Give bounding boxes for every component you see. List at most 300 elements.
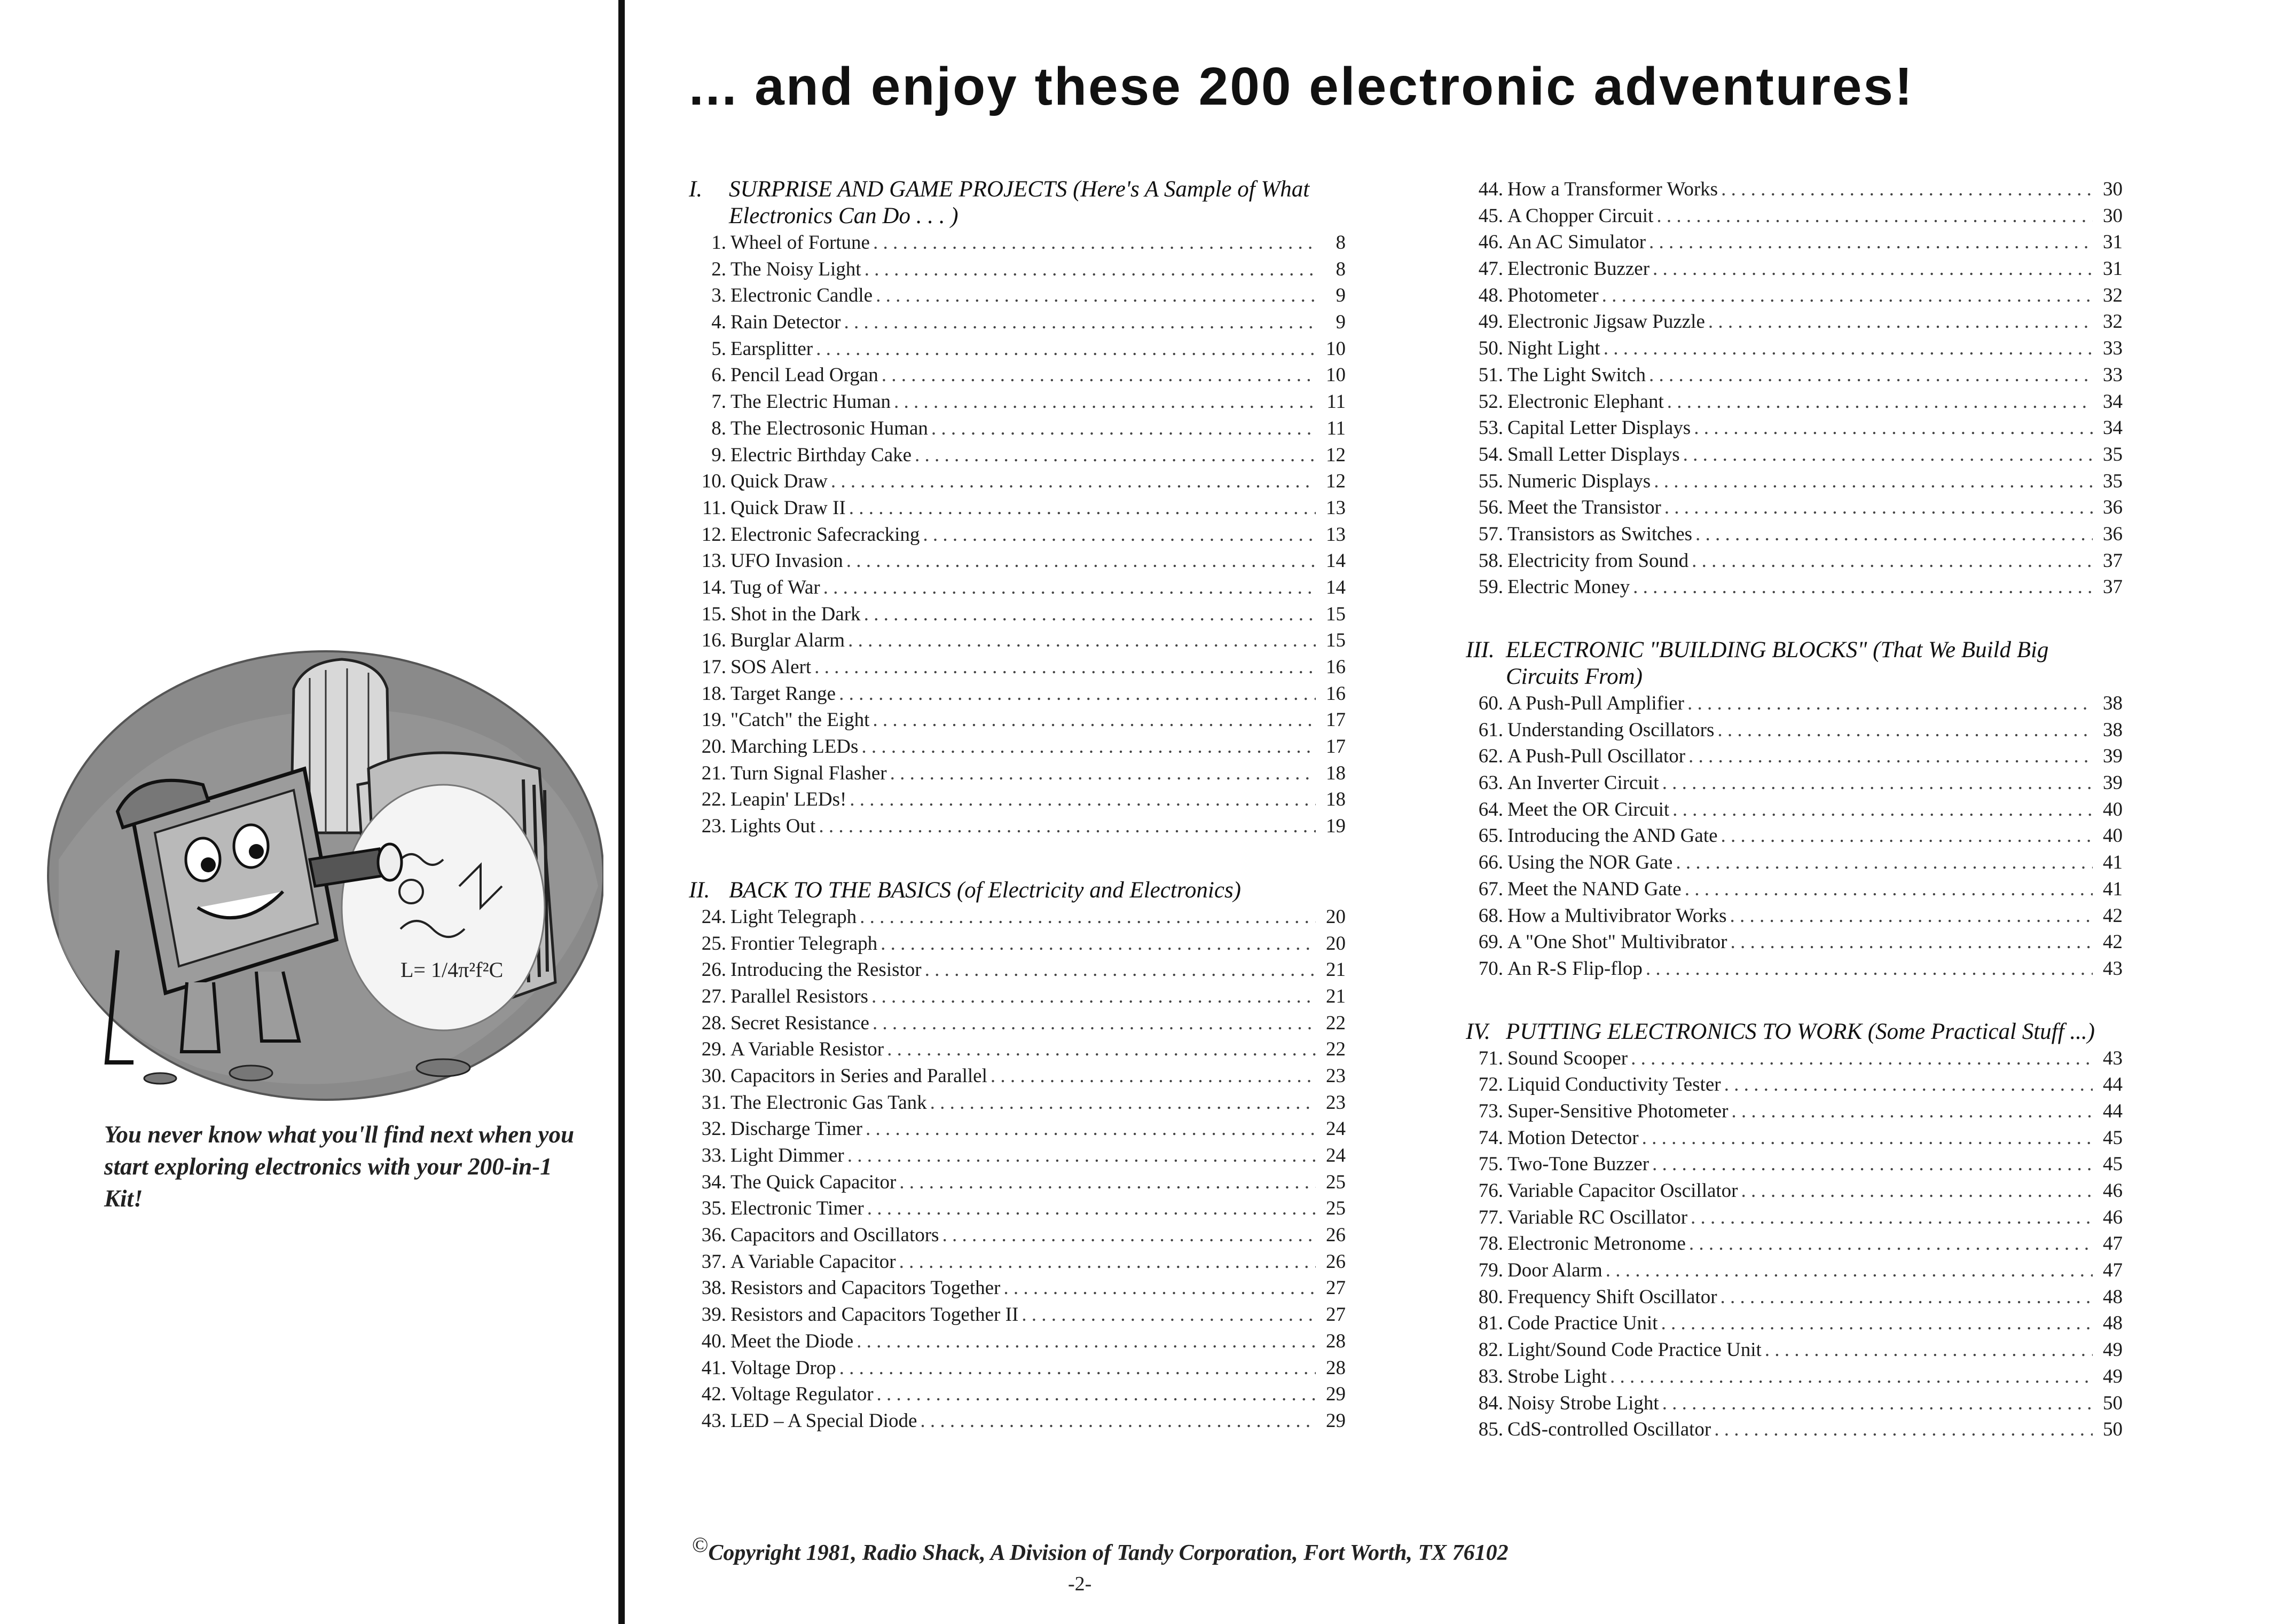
toc-entry	[689, 1249, 1346, 1275]
toc-entry	[689, 1169, 1346, 1196]
entry-title: Electronic Safecracking	[730, 523, 920, 546]
dot-leader	[1741, 1178, 2093, 1204]
toc-entry	[1466, 176, 2123, 203]
toc-entry	[1466, 389, 2123, 415]
toc-entry	[689, 1302, 1346, 1328]
dot-leader	[873, 230, 1316, 256]
dot-leader	[1692, 548, 2093, 574]
toc-entry	[689, 734, 1346, 760]
dot-leader	[942, 1222, 1316, 1249]
dot-leader	[991, 1063, 1316, 1090]
entry-page-number: 33	[2103, 337, 2123, 360]
entry-number: 40.	[701, 1330, 726, 1352]
dot-leader	[915, 442, 1316, 469]
section-title: SURPRISE AND GAME PROJECTS (Here's A Sample of What Electronics Can Do . . . )	[729, 177, 1310, 228]
dot-leader	[1730, 903, 2093, 929]
entry-number: 24.	[701, 905, 726, 928]
entry-title: Voltage Drop	[730, 1357, 836, 1379]
entry-title: Variable Capacitor Oscillator	[1507, 1180, 1738, 1202]
toc-entry	[689, 495, 1346, 522]
dot-leader	[1654, 468, 2093, 495]
toc-entry	[1466, 1257, 2123, 1284]
dot-leader	[1731, 929, 2093, 956]
entry-title: Understanding Oscillators	[1507, 719, 1715, 741]
entry-page-number: 10	[1326, 337, 1346, 360]
toc-entry	[689, 707, 1346, 734]
entry-page-number: 22	[1326, 1012, 1346, 1034]
dot-leader	[894, 389, 1316, 415]
cartoon-illustration	[27, 609, 603, 1110]
dot-leader	[1694, 415, 2093, 442]
toc-entry	[689, 601, 1346, 628]
entry-title: Electronic Timer	[730, 1197, 864, 1220]
entry-title: Meet the NAND Gate	[1507, 878, 1682, 900]
entry-page-number: 21	[1326, 985, 1346, 1007]
entry-title: Shot in the Dark	[730, 603, 861, 625]
entry-title: Electronic Elephant	[1507, 390, 1664, 413]
entry-number: 53.	[1478, 417, 1503, 439]
entry-number: 47.	[1478, 258, 1503, 280]
entry-number: 32.	[701, 1118, 726, 1140]
entry-title: Earsplitter	[730, 337, 813, 360]
entry-page-number: 23	[1326, 1065, 1346, 1087]
dot-leader	[864, 601, 1316, 628]
entry-title: How a Multivibrator Works	[1507, 904, 1727, 927]
entry-number: 33.	[701, 1145, 726, 1166]
entry-title: Pencil Lead Organ	[730, 364, 878, 387]
dot-leader	[831, 468, 1316, 495]
entry-page-number: 37	[2103, 576, 2123, 598]
entry-number: 46.	[1478, 231, 1503, 254]
toc-column-right	[1466, 176, 2123, 1443]
toc-entry	[689, 336, 1346, 362]
entry-number: 61.	[1478, 719, 1503, 741]
entry-title: Resistors and Capacitors Together	[730, 1277, 1001, 1299]
entry-number: 42.	[701, 1383, 726, 1406]
entry-title: Super-Sensitive Photometer	[1507, 1100, 1729, 1122]
entry-title: UFO Invasion	[730, 550, 843, 572]
entry-page-number: 39	[2103, 772, 2123, 794]
toc-entry	[1466, 876, 2123, 903]
entry-title: An AC Simulator	[1507, 231, 1646, 254]
entry-title: Photometer	[1507, 284, 1599, 306]
entry-number: 7.	[711, 391, 726, 413]
toc-entry	[689, 1222, 1346, 1249]
entry-title: Rain Detector	[730, 311, 841, 334]
entry-title: A Chopper Circuit	[1507, 204, 1654, 227]
dot-leader	[1662, 1390, 2093, 1417]
dot-leader	[1646, 956, 2093, 982]
dot-leader	[1653, 256, 2093, 282]
toc-entry	[1466, 1363, 2123, 1390]
toc-entry	[1466, 1231, 2123, 1257]
toc-entry	[1466, 690, 2123, 717]
entry-number: 35.	[701, 1197, 726, 1220]
entry-page-number: 11	[1326, 391, 1346, 413]
entry-page-number: 32	[2103, 311, 2123, 333]
dot-leader	[1606, 1257, 2093, 1284]
entry-number: 2.	[711, 258, 726, 280]
dot-leader	[1656, 203, 2093, 230]
toc-entry	[689, 627, 1346, 654]
dot-leader	[1721, 1284, 2093, 1311]
entry-number: 28.	[701, 1012, 726, 1034]
entry-number: 77.	[1478, 1206, 1503, 1228]
toc-entry	[1466, 797, 2123, 823]
dot-leader	[887, 1036, 1316, 1063]
dot-leader	[1724, 1071, 2093, 1098]
toc-entry	[1466, 1284, 2123, 1311]
entry-number: 76.	[1478, 1180, 1503, 1202]
entry-page-number: 17	[1326, 736, 1346, 758]
entry-number: 14.	[701, 576, 726, 598]
toc-entry	[689, 813, 1346, 840]
section-heading	[689, 176, 1346, 230]
entry-title: Marching LEDs	[730, 736, 859, 758]
entry-title: Lights Out	[730, 815, 816, 838]
entry-number: 84.	[1478, 1392, 1503, 1414]
toc-entry	[689, 415, 1346, 442]
entry-title: A Push-Pull Oscillator	[1507, 745, 1686, 768]
entry-number: 41.	[701, 1357, 726, 1379]
entry-number: 29.	[701, 1038, 726, 1061]
entry-page-number: 12	[1326, 470, 1346, 493]
entry-title: Quick Draw	[730, 470, 828, 493]
entry-page-number: 27	[1326, 1304, 1346, 1326]
dot-leader	[931, 415, 1316, 442]
entry-title: The Electronic Gas Tank	[730, 1091, 927, 1114]
entry-number: 39.	[701, 1304, 726, 1326]
entry-title: Wheel of Fortune	[730, 232, 870, 254]
dot-leader	[844, 309, 1316, 336]
entry-title: An R-S Flip-flop	[1507, 957, 1643, 980]
entry-page-number: 39	[2103, 745, 2123, 768]
entry-number: 13.	[701, 550, 726, 572]
dot-leader	[1604, 335, 2093, 362]
section-heading	[689, 877, 1346, 904]
toc-entry	[1466, 1416, 2123, 1443]
dot-leader	[1003, 1275, 1316, 1302]
entry-title: Electric Birthday Cake	[730, 444, 912, 466]
toc-entry	[689, 1142, 1346, 1169]
entry-number: 30.	[701, 1065, 726, 1087]
toc-entry	[1466, 362, 2123, 389]
entry-page-number: 11	[1326, 417, 1346, 439]
entry-number: 63.	[1478, 772, 1503, 794]
entry-page-number: 20	[1326, 905, 1346, 928]
toc-entry	[1466, 309, 2123, 335]
entry-title: A "One Shot" Multivibrator	[1507, 931, 1727, 953]
entry-number: 69.	[1478, 931, 1503, 953]
entry-page-number: 9	[1336, 285, 1346, 307]
entry-page-number: 40	[2103, 798, 2123, 821]
entry-page-number: 31	[2103, 231, 2123, 254]
entry-page-number: 17	[1326, 709, 1346, 731]
entry-page-number: 37	[2103, 549, 2123, 572]
dot-leader	[861, 734, 1316, 760]
toc-entry	[689, 957, 1346, 983]
entry-title: Capital Letter Displays	[1507, 417, 1691, 439]
entry-number: 73.	[1478, 1100, 1503, 1122]
dot-leader	[1667, 389, 2093, 415]
entry-number: 59.	[1478, 576, 1503, 598]
entry-page-number: 18	[1326, 789, 1346, 811]
entry-page-number: 46	[2103, 1206, 2123, 1228]
toc-entry	[689, 760, 1346, 787]
toc-entry	[689, 230, 1346, 256]
entry-title: Strobe Light	[1507, 1365, 1607, 1388]
dot-leader	[1689, 1231, 2093, 1257]
dot-leader	[865, 256, 1316, 283]
entry-title: Introducing the AND Gate	[1507, 825, 1718, 847]
toc-entry	[689, 1063, 1346, 1090]
entry-number: 45.	[1478, 204, 1503, 227]
entry-page-number: 20	[1326, 932, 1346, 955]
dot-leader	[867, 1195, 1316, 1222]
entry-page-number: 43	[2103, 1047, 2123, 1069]
dot-leader	[849, 495, 1316, 522]
entry-title: Electronic Jigsaw Puzzle	[1507, 311, 1705, 333]
dot-leader	[925, 957, 1316, 983]
entry-title: Target Range	[730, 682, 836, 705]
entry-number: 48.	[1478, 284, 1503, 306]
dot-leader	[1688, 743, 2093, 770]
entry-title: Electronic Metronome	[1507, 1233, 1686, 1255]
illustration-caption: You never know what you'll find next when you start exploring electronics with your 200-in-1 Kit!	[104, 1121, 575, 1212]
dot-leader	[923, 522, 1316, 548]
entry-number: 6.	[711, 364, 726, 387]
dot-leader	[1642, 1125, 2093, 1152]
entry-page-number: 44	[2103, 1100, 2123, 1122]
entry-page-number: 28	[1326, 1357, 1346, 1379]
toc-entry	[689, 904, 1346, 931]
entry-number: 72.	[1478, 1074, 1503, 1096]
entry-page-number: 33	[2103, 364, 2123, 386]
entry-page-number: 18	[1326, 762, 1346, 784]
dot-leader	[860, 904, 1316, 931]
entry-title: A Variable Capacitor	[730, 1250, 896, 1273]
toc-entry	[1466, 1151, 2123, 1178]
entry-title: The Electric Human	[730, 391, 891, 413]
entry-title: Using the NOR Gate	[1507, 852, 1673, 874]
toc-entry	[1466, 1390, 2123, 1417]
entry-page-number: 16	[1326, 656, 1346, 678]
entry-page-number: 30	[2103, 178, 2123, 200]
toc-column-left	[689, 176, 1346, 1434]
toc-entry	[689, 389, 1346, 415]
toc-entry	[1466, 1098, 2123, 1125]
dot-leader	[866, 1116, 1316, 1142]
entry-title: Quick Draw II	[730, 496, 846, 519]
entry-title: Turn Signal Flasher	[730, 762, 887, 784]
entry-number: 57.	[1478, 523, 1503, 545]
toc-entry	[1466, 415, 2123, 442]
toc-entry	[1466, 468, 2123, 495]
entry-title: Meet the Transistor	[1507, 496, 1661, 519]
dot-leader	[899, 1249, 1316, 1275]
copyright-symbol: ©	[692, 1533, 709, 1557]
toc-entry	[689, 442, 1346, 469]
entry-title: Two-Tone Buzzer	[1507, 1153, 1649, 1176]
entry-title: Voltage Regulator	[730, 1383, 874, 1406]
toc-entry	[1466, 335, 2123, 362]
entry-number: 26.	[701, 959, 726, 981]
entry-number: 80.	[1478, 1286, 1503, 1308]
entry-title: Night Light	[1507, 337, 1600, 360]
dot-leader	[814, 654, 1316, 681]
toc-entry	[689, 548, 1346, 574]
dot-leader	[846, 548, 1316, 574]
dot-leader	[1714, 1416, 2093, 1443]
entry-number: 22.	[701, 789, 726, 811]
entry-number: 74.	[1478, 1126, 1503, 1149]
entry-page-number: 29	[1326, 1409, 1346, 1432]
entry-page-number: 24	[1326, 1145, 1346, 1166]
section-title: PUTTING ELECTRONICS TO WORK (Some Practical Stuff ...)	[1506, 1019, 2095, 1044]
entry-number: 12.	[701, 523, 726, 546]
entry-page-number: 29	[1326, 1383, 1346, 1406]
toc-section-2	[689, 877, 1346, 1434]
dot-leader	[850, 786, 1316, 813]
entry-number: 62.	[1478, 745, 1503, 768]
dot-leader	[848, 627, 1316, 654]
entry-page-number: 19	[1326, 815, 1346, 838]
page-heading: ... and enjoy these 200 electronic adventures!	[689, 57, 1914, 116]
entry-title: Electric Money	[1507, 576, 1630, 598]
toc-entry	[689, 983, 1346, 1010]
entry-title: LED – A Special Diode	[730, 1409, 917, 1432]
section-numeral: IV.	[1466, 1019, 1490, 1044]
entry-title: An Inverter Circuit	[1507, 772, 1659, 794]
entry-title: Meet the Diode	[730, 1330, 854, 1352]
entry-page-number: 50	[2103, 1392, 2123, 1414]
entry-page-number: 12	[1326, 444, 1346, 466]
entry-title: The Noisy Light	[730, 258, 861, 280]
entry-title: Meet the OR Circuit	[1507, 798, 1670, 821]
dot-leader	[890, 760, 1316, 787]
entry-title: Sound Scooper	[1507, 1047, 1628, 1069]
entry-page-number: 41	[2103, 852, 2123, 874]
toc-entry	[1466, 1337, 2123, 1363]
entry-page-number: 26	[1326, 1224, 1346, 1247]
toc-entry	[1466, 1125, 2123, 1152]
entry-number: 66.	[1478, 852, 1503, 874]
toc-entry	[689, 1195, 1346, 1222]
entry-number: 34.	[701, 1171, 726, 1193]
dot-leader	[1662, 770, 2093, 797]
entry-page-number: 8	[1336, 258, 1346, 280]
entry-title: Capacitors and Oscillators	[730, 1224, 939, 1247]
entry-number: 68.	[1478, 904, 1503, 927]
dot-leader	[1610, 1363, 2093, 1390]
entry-number: 5.	[711, 337, 726, 360]
toc-entry	[1466, 823, 2123, 849]
dot-leader	[1708, 309, 2093, 335]
dot-leader	[1717, 717, 2093, 744]
entry-number: 4.	[711, 311, 726, 334]
entry-page-number: 24	[1326, 1118, 1346, 1140]
entry-title: Electronic Candle	[730, 285, 873, 307]
entry-page-number: 50	[2103, 1418, 2123, 1441]
dot-leader	[1672, 797, 2093, 823]
entry-title: Noisy Strobe Light	[1507, 1392, 1659, 1414]
dot-leader	[1661, 1310, 2093, 1337]
toc-entry	[689, 1116, 1346, 1142]
entry-number: 10.	[701, 470, 726, 493]
toc-entry	[689, 1381, 1346, 1408]
page-number: -2-	[1068, 1573, 1092, 1595]
copyright-notice	[692, 1532, 1509, 1566]
entry-page-number: 14	[1326, 576, 1346, 598]
dot-leader	[881, 931, 1316, 957]
toc-entry	[1466, 574, 2123, 601]
entry-page-number: 41	[2103, 878, 2123, 900]
entry-page-number: 14	[1326, 550, 1346, 572]
entry-page-number: 27	[1326, 1277, 1346, 1299]
entry-number: 37.	[701, 1250, 726, 1273]
toc-entry	[689, 256, 1346, 283]
toc-entry	[689, 681, 1346, 707]
toc-entry	[689, 309, 1346, 336]
entry-number: 31.	[701, 1091, 726, 1114]
entry-title: Light/Sound Code Practice Unit	[1507, 1339, 1762, 1361]
entry-number: 50.	[1478, 337, 1503, 360]
toc-entry	[689, 1355, 1346, 1382]
entry-page-number: 10	[1326, 364, 1346, 387]
dot-leader	[871, 983, 1316, 1010]
entry-title: A Variable Resistor	[730, 1038, 884, 1061]
entry-number: 3.	[711, 285, 726, 307]
dot-leader	[1602, 282, 2093, 309]
entry-number: 52.	[1478, 390, 1503, 413]
toc-entry	[689, 1408, 1346, 1434]
entry-page-number: 48	[2103, 1312, 2123, 1335]
entry-title: Parallel Resistors	[730, 985, 868, 1007]
entry-page-number: 38	[2103, 692, 2123, 714]
section-numeral: I.	[689, 177, 703, 202]
entry-number: 9.	[711, 444, 726, 466]
toc-entry	[1466, 282, 2123, 309]
entry-page-number: 13	[1326, 496, 1346, 519]
dot-leader	[1691, 1204, 2093, 1231]
entry-title: Numeric Displays	[1507, 470, 1651, 492]
toc-entry	[1466, 956, 2123, 982]
toc-entry	[689, 574, 1346, 601]
entry-page-number: 42	[2103, 931, 2123, 953]
entry-page-number: 25	[1326, 1171, 1346, 1193]
section-heading	[1466, 637, 2123, 690]
entry-page-number: 44	[2103, 1074, 2123, 1096]
toc-entry	[689, 931, 1346, 957]
entry-number: 55.	[1478, 470, 1503, 492]
formula-text: L= 1/4π²f²C	[400, 958, 504, 982]
toc-entry	[1466, 717, 2123, 744]
entry-title: Leapin' LEDs!	[730, 789, 847, 811]
toc-entry	[1466, 256, 2123, 282]
toc-entry	[689, 362, 1346, 389]
dot-leader	[1721, 823, 2093, 849]
toc-entry	[689, 282, 1346, 309]
section-numeral: III.	[1466, 637, 1495, 663]
entry-number: 18.	[701, 682, 726, 705]
toc-entry	[689, 1010, 1346, 1037]
entry-title: Secret Resistance	[730, 1012, 869, 1034]
toc-entry	[689, 1036, 1346, 1063]
toc-entry	[689, 522, 1346, 548]
entry-title: Transistors as Switches	[1507, 523, 1693, 545]
entry-title: Motion Detector	[1507, 1126, 1639, 1149]
toc-entry	[689, 1328, 1346, 1355]
